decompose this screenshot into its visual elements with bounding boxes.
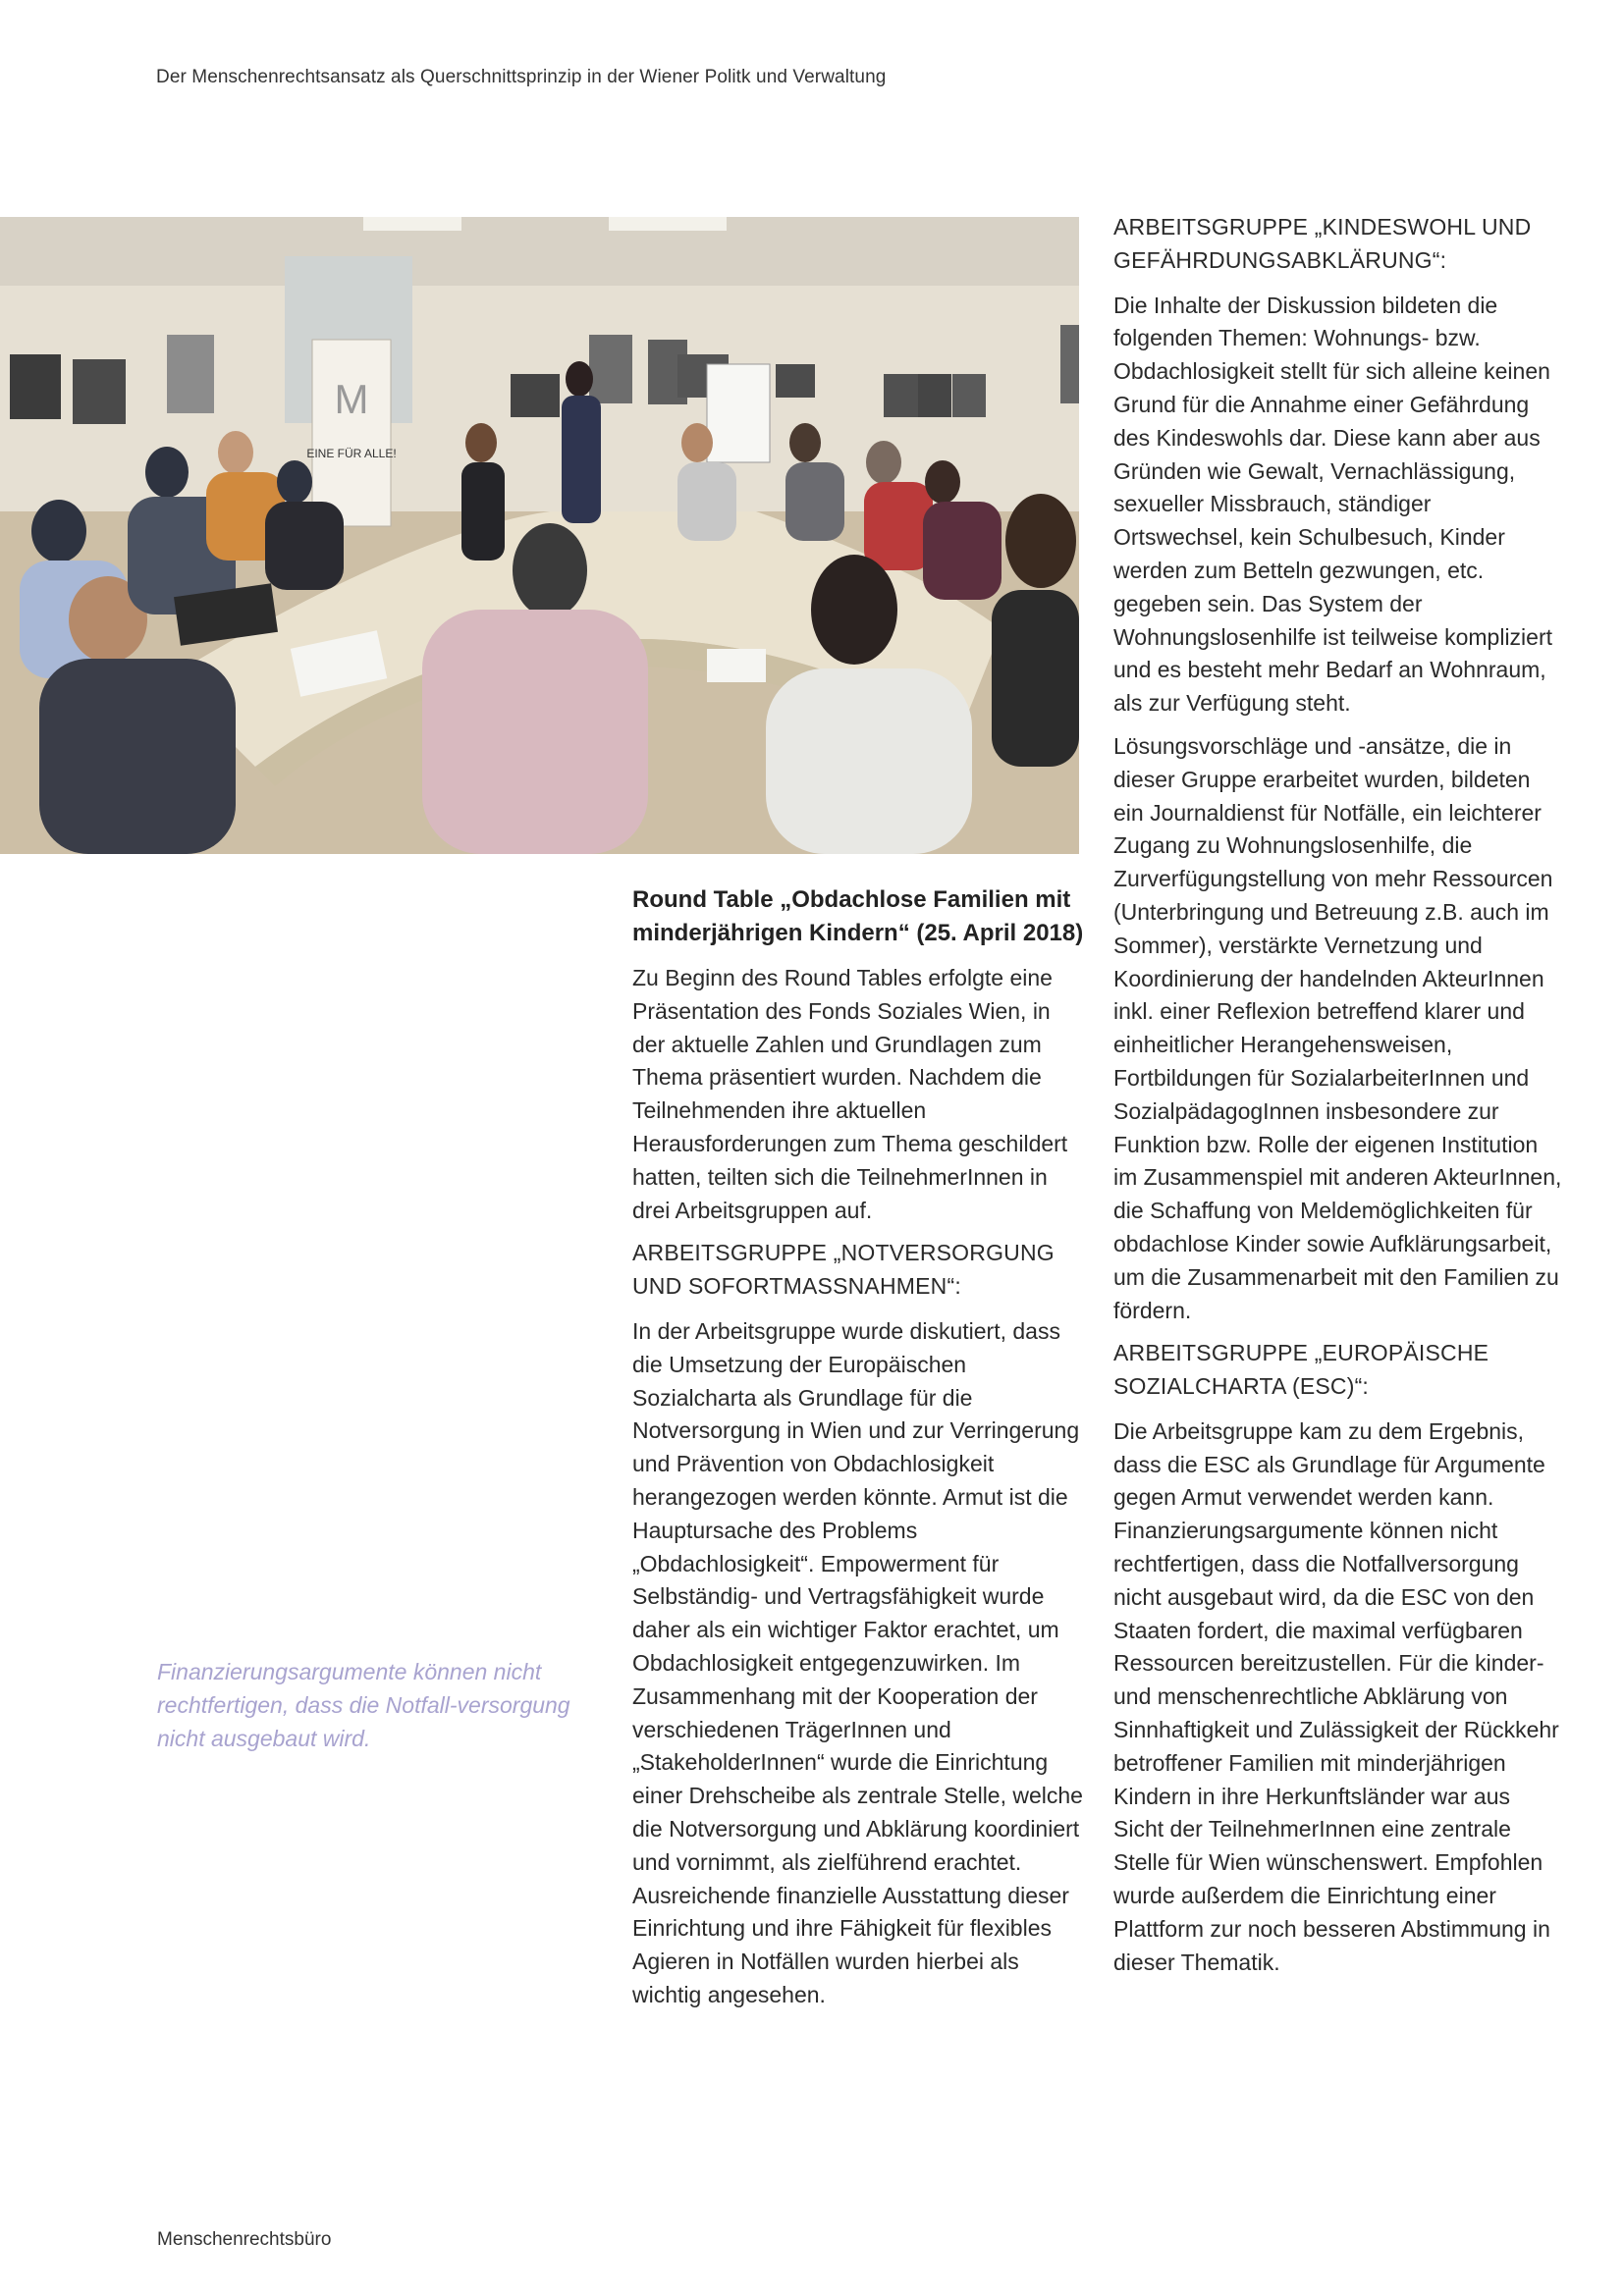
group2-paragraph-2: Lösungsvorschläge und -ansätze, die in dieser Gruppe erarbeitet wurden, bildeten ein Journaldienst für Notfälle, ein leichterer Zugang zu Wohnungslosenhilfe, die Zurverfügungstellung von mehr Ressourcen (Unterbringung und Betreuung z.B. auch im Sommer), verstärkte Vernetzung und Koordinierung der handelnden AkteurInnen inkl. einer Reflexion betreffend klarer und einheitlicher Herangehensweisen, Fortbildungen für SozialarbeiterInnen und SozialpädagogInnen insbesondere zur Funktion bzw. Rolle der eigenen Institution im Zusammenspiel mit anderen AkteurInnen, die Schaffung von Meldemöglichkeiten für obdachlose Kinder sowie Aufklärungsarbeit, um die Zusammenarbeit mit den Familien zu fördern.	[1113, 732, 1562, 1323]
group3-paragraph: Die Arbeitsgruppe kam zu dem Ergebnis, dass die ESC als Grundlage für Argumente gegen Armut verwendet werden kann. Finanzierungsargumente können nicht rechtfertigen, dass die Notfallversorgung nicht ausgebaut wird, da die ESC von den Staaten fordert, die maximal verfügbaren Ressourcen bereitzustellen. Für die kinder- und menschenrechtliche Abklärung von Sinnhaftigkeit und Zulässigkeit der Rückkehr betroffener Familien mit minderjährigen Kindern in ihre Herkunftsländer war aus Sicht der TeilnehmerInnen eine zentrale Stelle für Wien wünschenswert. Empfohlen wurde außerdem die Einrichtung einer Plattform zur noch besseren Abstimmung in dieser Thematik.	[1113, 1417, 1559, 1975]
photo-illustration	[0, 217, 1079, 854]
intro-paragraph: Zu Beginn des Round Tables erfolgte eine Präsentation des Fonds Soziales Wien, in der aktuelle Zahlen und Grundlagen zum Thema präsentiert wurden. Nachdem die Teilnehmenden ihre aktuellen Herausforderungen zum Thema geschildert hatten, teilten sich die TeilnehmerInnen in drei Arbeitsgruppen auf.	[632, 965, 1068, 1223]
group1-heading: ARBEITSGRUPPE „NOTVERSORGUNG UND SOFORTMASSNAHMEN“:	[632, 1240, 1055, 1300]
banner-logo: M	[334, 376, 369, 422]
right-column	[1113, 211, 1565, 1989]
running-header: Der Menschenrechtsansatz als Querschnittsprinzip in der Wiener Politk und Verwaltung	[156, 67, 887, 87]
group2-heading: ARBEITSGRUPPE „KINDESWOHL UND GEFÄHRDUNGSABKLÄRUNG“:	[1113, 214, 1532, 273]
group2-paragraph-1: Die Inhalte der Diskussion bildeten die folgenden Themen: Wohnungs- bzw. Obdachlosigkeit stellt für sich alleine keinen Grund für die Annahme einer Gefährdung des Kindeswohls dar. Diese kann aber aus Gründen wie Gewalt, Vernachlässigung, sexueller Missbrauch, ständiger Ortswechsel, kein Schulbesuch, Kinder werden zum Betteln gezwungen, etc. gegeben sein. Das System der Wohnungslosenhilfe ist teilweise kompliziert und es besteht mehr Bedarf an Wohnraum, als zur Verfügung steht.	[1113, 292, 1553, 717]
group3-heading: ARBEITSGRUPPE „EUROPÄISCHE SOZIALCHARTA (ESC)“:	[1113, 1340, 1489, 1400]
middle-column	[632, 883, 1084, 2022]
banner-text: EINE FÜR ALLE!	[306, 447, 397, 460]
round-table-photo	[0, 217, 1079, 854]
banner	[306, 340, 396, 526]
round-table-title: Round Table „Obdachlose Familien mit minderjährigen Kindern“ (25. April 2018)	[632, 886, 1084, 946]
footer: Menschenrechtsbüro	[157, 2229, 332, 2250]
pullquote: Finanzierungsargumente können nicht rechtfertigen, dass die Notfall-versorgung nicht ausgebaut wird.	[157, 1659, 570, 1751]
group1-paragraph: In der Arbeitsgruppe wurde diskutiert, dass die Umsetzung der Europäischen Sozialcharta als Grundlage für die Notversorgung in Wien und zur Verringerung und Prävention von Obdachlosigkeit herangezogen werden könnte. Armut ist die Hauptursache des Problems „Obdachlosigkeit“. Empowerment für Selbständig- und Vertragsfähigkeit wurde daher als ein wichtiger Faktor erachtet, um Obdachlosigkeit entgegenzuwirken. Im Zusammenhang mit der Kooperation der verschiedenen TrägerInnen und „StakeholderInnen“ wurde die Einrichtung einer Drehscheibe als zentrale Stelle, welche die Notversorgung und Abklärung koordiniert und vornimmt, als zielführend erachtet. Ausreichende finanzielle Ausstattung dieser Einrichtung und ihre Fähigkeit für flexibles Agieren in Notfällen wurden hierbei als wichtig angesehen.	[632, 1317, 1083, 2007]
